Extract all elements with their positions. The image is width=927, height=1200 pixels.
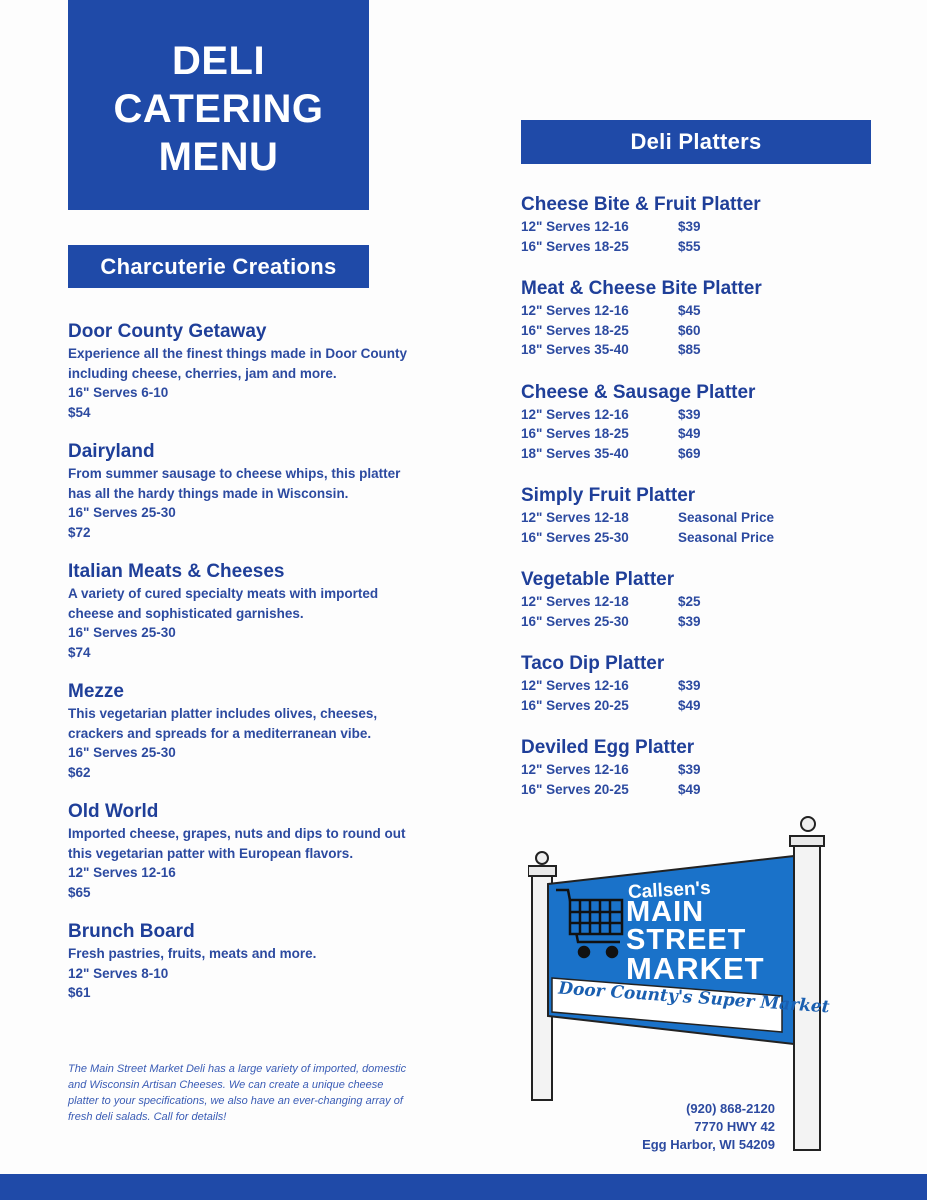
price-row bbox=[521, 340, 881, 360]
row-size: 16" Serves 20-25 bbox=[521, 781, 629, 797]
charcuterie-list bbox=[68, 320, 418, 1021]
price-row bbox=[521, 301, 881, 321]
item-name: Brunch Board bbox=[68, 921, 195, 942]
platter-name: Taco Dip Platter bbox=[521, 653, 665, 674]
item-serves: 16" Serves 25-30 bbox=[68, 625, 176, 640]
list-item bbox=[521, 652, 881, 715]
list-item bbox=[68, 920, 418, 1003]
list-item bbox=[68, 440, 418, 542]
row-size: 12" Serves 12-16 bbox=[521, 678, 629, 693]
item-price: $65 bbox=[68, 884, 91, 900]
list-item bbox=[521, 193, 881, 256]
platter-name: Vegetable Platter bbox=[521, 569, 675, 590]
row-price: Seasonal Price bbox=[678, 529, 775, 545]
item-price: $62 bbox=[68, 764, 91, 780]
row-size: 16" Serves 25-30 bbox=[521, 529, 629, 545]
list-item bbox=[68, 800, 418, 902]
row-price: $45 bbox=[678, 303, 701, 318]
title-block bbox=[68, 0, 369, 210]
price-row bbox=[521, 696, 881, 716]
platters-list bbox=[521, 193, 881, 820]
title-line-3: MENU bbox=[158, 135, 279, 179]
item-description: A variety of cured specialty meats with imported cheese and sophisticated garnishes. bbox=[68, 586, 379, 621]
platter-name: Meat & Cheese Bite Platter bbox=[521, 278, 762, 299]
row-price: $39 bbox=[678, 613, 701, 629]
item-price: $72 bbox=[68, 524, 91, 540]
row-price: $39 bbox=[678, 406, 701, 422]
charcuterie-header: Charcuterie Creations bbox=[68, 245, 369, 288]
title-line-1: DELI bbox=[171, 39, 266, 83]
item-serves: 16" Serves 25-30 bbox=[68, 745, 176, 760]
logo-market: MARKET bbox=[626, 951, 765, 986]
item-description: Experience all the finest things made in Door County including cheese, cherries, jam and more. bbox=[68, 346, 408, 381]
item-name: Mezze bbox=[68, 681, 124, 702]
item-serves: 12" Serves 12-16 bbox=[68, 865, 176, 880]
price-row bbox=[521, 237, 881, 257]
row-price: $60 bbox=[678, 322, 701, 338]
row-price: $85 bbox=[678, 342, 701, 357]
cheese-note: The Main Street Market Deli has a large variety of imported, domestic and Wisconsin Artisan Cheeses. We can create a unique cheese platter to your specifications, we also have an ever-changing array of fresh deli salads. Call for details! bbox=[68, 1063, 407, 1123]
row-size: 18" Serves 35-40 bbox=[521, 342, 629, 357]
price-row bbox=[521, 780, 881, 800]
platters-header: Deli Platters bbox=[521, 120, 871, 164]
logo-street: STREET bbox=[626, 924, 747, 956]
price-row bbox=[521, 592, 881, 612]
list-item bbox=[521, 381, 881, 464]
price-row bbox=[521, 528, 881, 548]
logo-main: MAIN bbox=[626, 896, 705, 928]
platter-name: Deviled Egg Platter bbox=[521, 737, 695, 758]
row-price: $25 bbox=[678, 594, 701, 609]
item-price: $74 bbox=[68, 644, 91, 660]
price-row bbox=[521, 217, 881, 237]
street-address: 7770 HWY 42 bbox=[694, 1119, 775, 1134]
item-price: $54 bbox=[68, 404, 91, 420]
row-size: 12" Serves 12-18 bbox=[521, 510, 629, 525]
row-size: 12" Serves 12-16 bbox=[521, 406, 629, 422]
item-serves: 16" Serves 6-10 bbox=[68, 385, 169, 400]
row-price: $49 bbox=[678, 697, 701, 713]
price-row bbox=[521, 444, 881, 464]
row-size: 16" Serves 20-25 bbox=[521, 697, 629, 713]
footer-bar bbox=[0, 1174, 927, 1200]
price-row bbox=[521, 676, 881, 696]
row-price: $69 bbox=[678, 445, 701, 461]
item-description: Fresh pastries, fruits, meats and more. bbox=[68, 946, 317, 961]
platter-name: Cheese & Sausage Platter bbox=[521, 381, 756, 403]
row-size: 12" Serves 12-16 bbox=[521, 762, 629, 777]
row-price: $39 bbox=[678, 678, 701, 693]
item-description: From summer sausage to cheese whips, this platter has all the hardy things made in Wisconsin. bbox=[68, 466, 401, 501]
city-state-zip: Egg Harbor, WI 54209 bbox=[642, 1137, 775, 1152]
price-row bbox=[521, 321, 881, 341]
row-price: $49 bbox=[678, 426, 701, 441]
row-price: $39 bbox=[678, 219, 701, 234]
row-size: 16" Serves 18-25 bbox=[521, 426, 629, 441]
row-size: 12" Serves 12-16 bbox=[521, 219, 629, 234]
row-price: $55 bbox=[678, 238, 701, 254]
item-description: This vegetarian platter includes olives, cheeses, crackers and spreads for a mediterranean vibe. bbox=[68, 706, 378, 741]
list-item bbox=[68, 320, 418, 422]
item-serves: 12" Serves 8-10 bbox=[68, 965, 169, 981]
item-description: Imported cheese, grapes, nuts and dips to round out this vegetarian patter with European flavors. bbox=[68, 826, 406, 861]
item-serves: 16" Serves 25-30 bbox=[68, 505, 176, 520]
list-item bbox=[521, 568, 881, 631]
list-item bbox=[68, 680, 418, 782]
list-item bbox=[521, 277, 881, 360]
row-price: Seasonal Price bbox=[678, 510, 775, 525]
row-size: 12" Serves 12-16 bbox=[521, 303, 629, 318]
platter-name: Simply Fruit Platter bbox=[521, 485, 696, 506]
list-item bbox=[521, 484, 881, 547]
price-row bbox=[521, 405, 881, 425]
item-name: Italian Meats & Cheeses bbox=[68, 561, 285, 582]
item-name: Dairyland bbox=[68, 441, 155, 462]
item-name: Old World bbox=[68, 801, 159, 822]
row-size: 12" Serves 12-18 bbox=[521, 594, 629, 609]
list-item bbox=[521, 736, 881, 799]
price-row bbox=[521, 760, 881, 780]
row-price: $49 bbox=[678, 781, 701, 797]
row-price: $39 bbox=[678, 762, 701, 777]
price-row bbox=[521, 612, 881, 632]
row-size: 16" Serves 18-25 bbox=[521, 238, 629, 254]
price-row bbox=[521, 424, 881, 444]
item-name: Door County Getaway bbox=[68, 321, 267, 342]
logo-tagline: Door County's Super Market bbox=[557, 978, 831, 1018]
phone-number: (920) 868-2120 bbox=[686, 1101, 775, 1116]
price-row bbox=[521, 508, 881, 528]
row-size: 16" Serves 25-30 bbox=[521, 613, 629, 629]
list-item bbox=[68, 560, 418, 662]
row-size: 16" Serves 18-25 bbox=[521, 322, 629, 338]
item-price: $61 bbox=[68, 985, 91, 1000]
logo-callsens: Callsen's bbox=[627, 877, 712, 904]
row-size: 18" Serves 35-40 bbox=[521, 445, 629, 461]
contact-info bbox=[600, 1100, 775, 1154]
title-line-2: CATERING bbox=[113, 87, 324, 131]
platter-name: Cheese Bite & Fruit Platter bbox=[521, 194, 761, 215]
